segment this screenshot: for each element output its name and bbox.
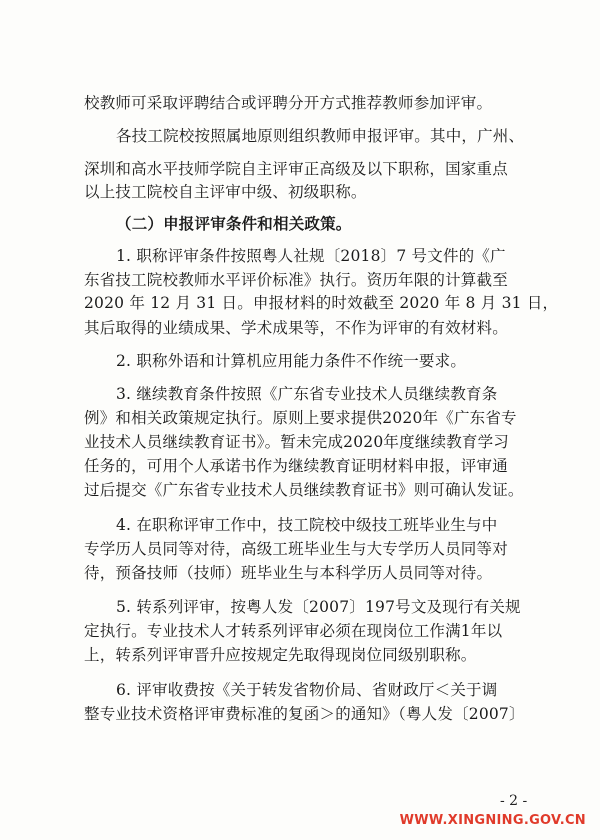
text-line: 6. 评审收费按《关于转发省物价局、省财政厅＜关于调 xyxy=(116,681,498,699)
text-line: 任务的，可用个人承诺书作为继续教育证明材料申报，评审通 xyxy=(84,457,508,475)
text-line: 以上技工院校自主评审中级、初级职称。 xyxy=(84,183,367,201)
text-line: 2. 职称外语和计算机应用能力条件不作统一要求。 xyxy=(116,352,467,370)
text-line: 业技术人员继续教育证书》。暂未完成2020年度继续教育学习 xyxy=(84,433,509,451)
text-line: 专学历人员同等对待，高级工班毕业生与大专学历人员同等对 xyxy=(84,540,508,558)
text-line: 过后提交《广东省专业技术人员继续教育证书》则可确认发证。 xyxy=(84,481,524,499)
text-line: 4. 在职称评审工作中，技工院校中级技工班毕业生与中 xyxy=(116,516,498,534)
text-line: 其后取得的业绩成果、学术成果等，不作为评审的有效材料。 xyxy=(84,319,508,337)
text-line: 2020 年 12 月 31 日。申报材料的时效截至 2020 年 8 月 31 日， xyxy=(84,294,559,312)
text-line: 定执行。专业技术人才转系列评审必须在现岗位工作满1年以 xyxy=(84,622,503,640)
text-line: 上，转系列评审晋升应按规定先取得现岗位同级别职称。 xyxy=(84,646,477,664)
text-line: 校教师可采取评聘结合或评聘分开方式推荐教师参加评审。 xyxy=(84,94,493,112)
text-line: 各技工院校按照属地原则组织教师申报评审。其中，广州、 xyxy=(116,127,525,145)
text-line: 待，预备技师（技师）班毕业生与本科学历人员同等对待。 xyxy=(84,564,493,582)
page-number: - 2 - xyxy=(500,793,528,809)
text-line: 5. 转系列评审，按粤人发〔2007〕197号文及现行有关规 xyxy=(116,598,521,616)
text-line: 3. 继续教育条件按照《广东省专业技术人员继续教育条 xyxy=(116,385,498,403)
section-heading: （二）申报评审条件和相关政策。 xyxy=(116,214,352,233)
site-watermark: WWW.XINGNING.GOV.CN xyxy=(399,813,586,828)
text-line: 例》和相关政策规定执行。原则上要求提供2020年《广东省专 xyxy=(84,409,517,427)
text-line: 整专业技术资格评审费标准的复函＞的通知》（粤人发〔2007〕 xyxy=(84,705,525,723)
text-line: 深圳和高水平技师学院自主评审正高级及以下职称，国家重点 xyxy=(84,160,508,178)
text-line: 1. 职称评审条件按照粤人社规〔2018〕7 号文件的《广 xyxy=(116,247,506,265)
text-line: 东省技工院校教师水平评价标准》执行。资历年限的计算截至 xyxy=(84,271,508,289)
